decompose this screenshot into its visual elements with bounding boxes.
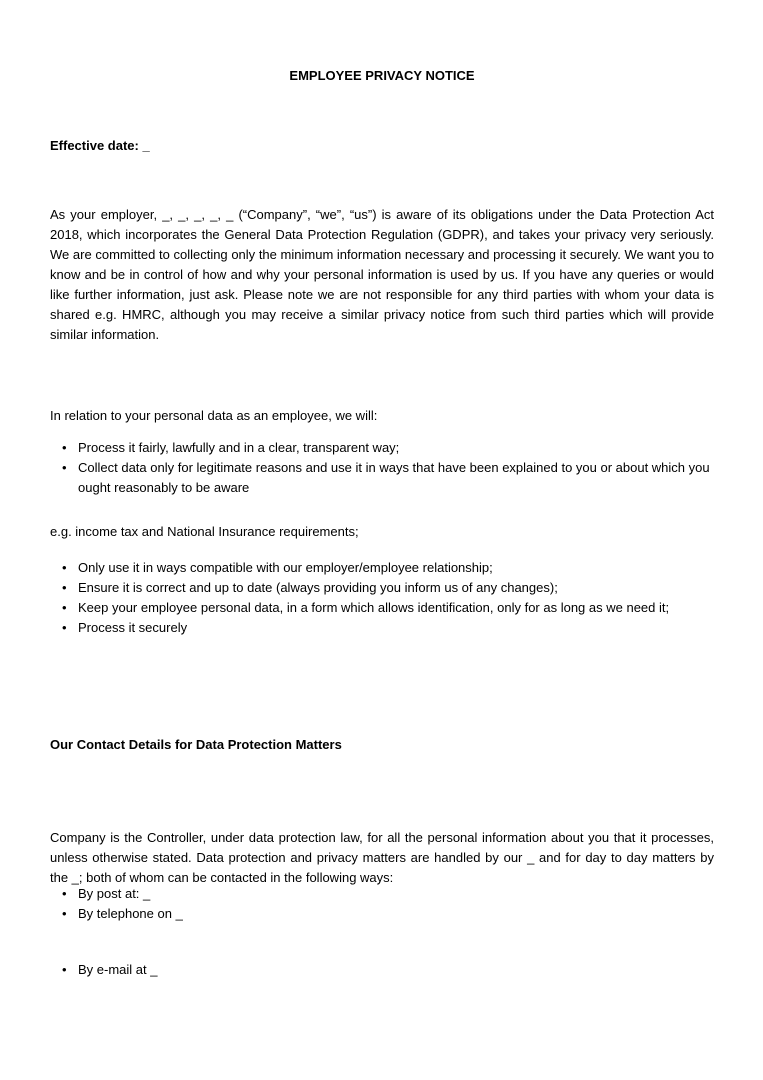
bullet-icon: •	[62, 560, 67, 575]
list-item	[50, 578, 714, 598]
bullet-icon: •	[62, 886, 67, 901]
list-item	[50, 438, 714, 458]
effective-date: Effective date: _	[50, 138, 150, 153]
bullet-icon: •	[62, 460, 67, 475]
list-item-text: By post at: _	[78, 886, 151, 901]
list-item-text: Process it securely	[78, 620, 188, 635]
list-item-text: By e-mail at _	[78, 962, 158, 977]
bullet-icon: •	[62, 620, 67, 635]
obligations-list-1	[50, 438, 714, 498]
list-item-text: By telephone on _	[78, 906, 183, 921]
bullet-icon: •	[62, 600, 67, 615]
document-title: EMPLOYEE PRIVACY NOTICE	[289, 68, 475, 83]
list-item-text: Keep your employee personal data, in a form which allows identification, only for as long as we need it;	[78, 600, 670, 615]
contact-list-email	[50, 960, 714, 980]
intro-paragraph: As your employer, _, _, _, _, _ (“Company”, “we”, “us”) is aware of its obligations under the Data Protection Act 2018, which incorporates the General Data Protection Regulation (GDPR), and takes your privacy very seriously. We are committed to collecting only the minimum information necessary and processing it securely. We want you to know and be in control of how and why your personal information is used by us. If you have any queries or would like further information, just ask. Please note we are not responsible for any third parties with whom your data is shared e.g. HMRC, although you may receive a similar privacy notice from such third parties which will provide similar information.	[50, 207, 714, 342]
example-line: e.g. income tax and National Insurance requirements;	[50, 524, 359, 539]
bullet-icon: •	[62, 440, 67, 455]
list-item	[50, 904, 714, 924]
list-item-text: Collect data only for legitimate reasons and use it in ways that have been explained to you or about which you ought reasonably to be aware	[78, 460, 710, 495]
bullet-icon: •	[62, 580, 67, 595]
list-item	[50, 884, 714, 904]
obligations-list-2	[50, 558, 714, 638]
list-item-text: Only use it in ways compatible with our employer/employee relationship;	[78, 560, 493, 575]
list-item	[50, 458, 714, 498]
list-item	[50, 558, 714, 578]
contact-list	[50, 884, 714, 924]
contact-heading: Our Contact Details for Data Protection Matters	[50, 737, 342, 752]
relation-paragraph: In relation to your personal data as an employee, we will:	[50, 408, 378, 423]
list-item	[50, 960, 714, 980]
list-item-text: Process it fairly, lawfully and in a clear, transparent way;	[78, 440, 400, 455]
bullet-icon: •	[62, 962, 67, 977]
list-item	[50, 618, 714, 638]
list-item-text: Ensure it is correct and up to date (always providing you inform us of any changes);	[78, 580, 558, 595]
list-item	[50, 598, 714, 618]
bullet-icon: •	[62, 906, 67, 921]
company-paragraph: Company is the Controller, under data protection law, for all the personal information about you that it processes, unless otherwise stated. Data protection and privacy matters are handled by our _ and for day to day matters by the _; both of whom can be contacted in the following ways:	[50, 830, 714, 885]
